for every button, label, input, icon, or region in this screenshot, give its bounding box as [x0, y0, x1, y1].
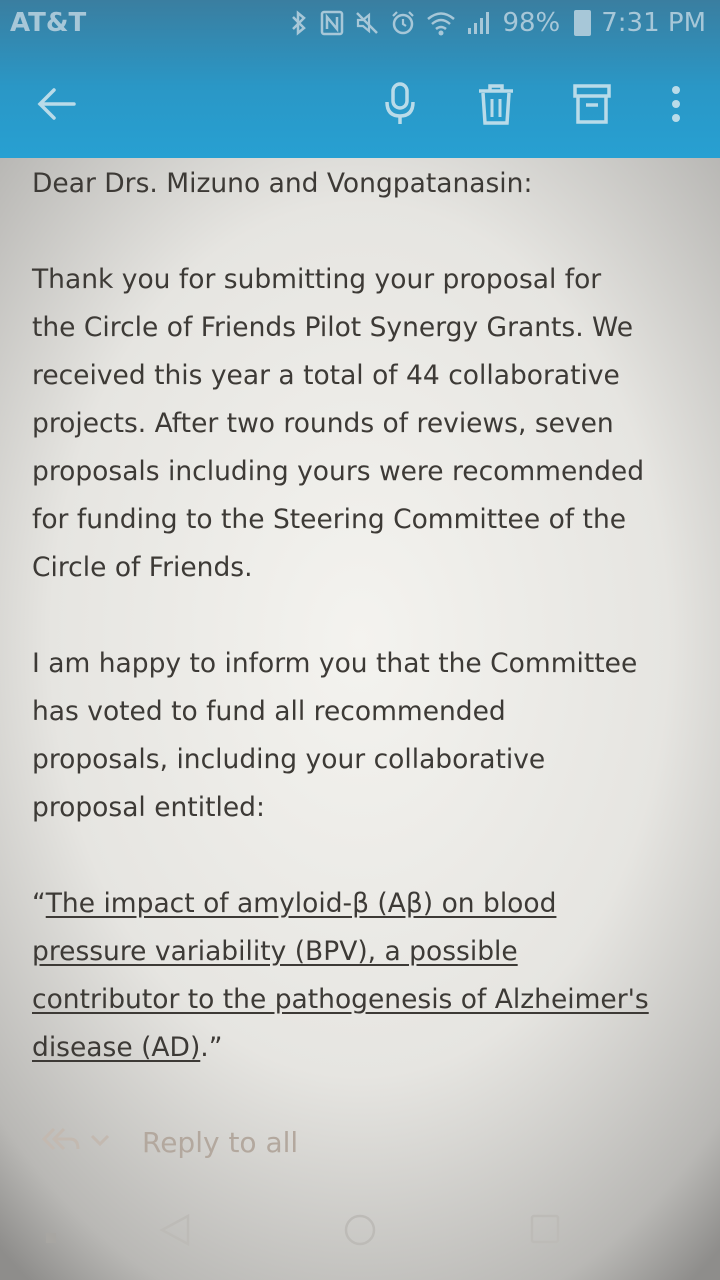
- system-nav-bar: [0, 1190, 720, 1280]
- status-bar: [0, 0, 720, 48]
- paragraph-spacer: [32, 832, 702, 880]
- paragraph-2-line: has voted to fund all recommended: [32, 696, 506, 727]
- paragraph-1-line: Circle of Friends.: [32, 552, 253, 583]
- proposal-title-link[interactable]: The impact of amyloid-β (Aβ) on blood: [45, 888, 557, 919]
- paragraph-1-line: proposals including yours were recommended: [32, 456, 645, 487]
- salutation: Dear Drs. Mizuno and Vongpatanasin:: [32, 168, 533, 199]
- clock: 7:31 PM: [601, 8, 706, 38]
- signal-icon: [466, 10, 492, 36]
- paragraph-1-line: Thank you for submitting your proposal for: [32, 264, 602, 295]
- proposal-title-link[interactable]: pressure variability (BPV), a possible: [32, 936, 518, 967]
- battery-icon: [574, 10, 591, 36]
- open-quote: “: [32, 888, 46, 919]
- alarm-icon: [390, 10, 416, 36]
- proposal-title-line: [32, 928, 702, 976]
- nfc-icon: [320, 10, 344, 36]
- battery-percent: 98%: [502, 8, 561, 38]
- back-triangle-icon[interactable]: [158, 1212, 192, 1252]
- microphone-icon[interactable]: [376, 80, 424, 128]
- recents-square-icon[interactable]: [528, 1212, 562, 1250]
- dot-icon: [44, 1230, 58, 1249]
- carrier-label: AT&T: [10, 8, 87, 38]
- proposal-title-line: [32, 880, 702, 928]
- paragraph-spacer: [32, 208, 702, 256]
- trash-icon[interactable]: [472, 80, 520, 128]
- wifi-icon: [426, 10, 456, 36]
- paragraph-1-line: projects. After two rounds of reviews, seven: [32, 408, 614, 439]
- more-vert-icon[interactable]: [652, 80, 700, 128]
- status-icons: [288, 8, 706, 38]
- paragraph-1-line: for funding to the Steering Committee of the: [32, 504, 627, 535]
- paragraph-2-line: proposal entitled:: [32, 792, 265, 823]
- paragraph-1-line: the Circle of Friends Pilot Synergy Grants. We: [32, 312, 634, 343]
- email-body: [32, 160, 702, 1072]
- close-quote: .”: [200, 1032, 223, 1063]
- mute-icon: [354, 10, 380, 36]
- paragraph-2-line: proposals, including your collaborative: [32, 744, 546, 775]
- paragraph-spacer: [32, 592, 702, 640]
- proposal-title-line: [32, 976, 702, 1024]
- paragraph-2-line: I am happy to inform you that the Committee: [32, 648, 638, 679]
- bluetooth-icon: [288, 10, 310, 36]
- reply-all-label: Reply to all: [142, 1125, 299, 1159]
- archive-icon[interactable]: [568, 80, 616, 128]
- app-header: [0, 0, 720, 158]
- email-toolbar: [0, 62, 720, 146]
- proposal-title-link[interactable]: contributor to the pathogenesis of Alzheimer's: [32, 984, 649, 1015]
- proposal-title-link[interactable]: disease (AD): [32, 1032, 201, 1063]
- reply-all-button[interactable]: [40, 1112, 298, 1172]
- proposal-title-line: [32, 1024, 702, 1072]
- paragraph-1-line: received this year a total of 44 collaborative: [32, 360, 620, 391]
- home-circle-icon[interactable]: [342, 1212, 378, 1252]
- back-arrow-icon[interactable]: [32, 80, 80, 128]
- reply-all-icon: [40, 1123, 116, 1161]
